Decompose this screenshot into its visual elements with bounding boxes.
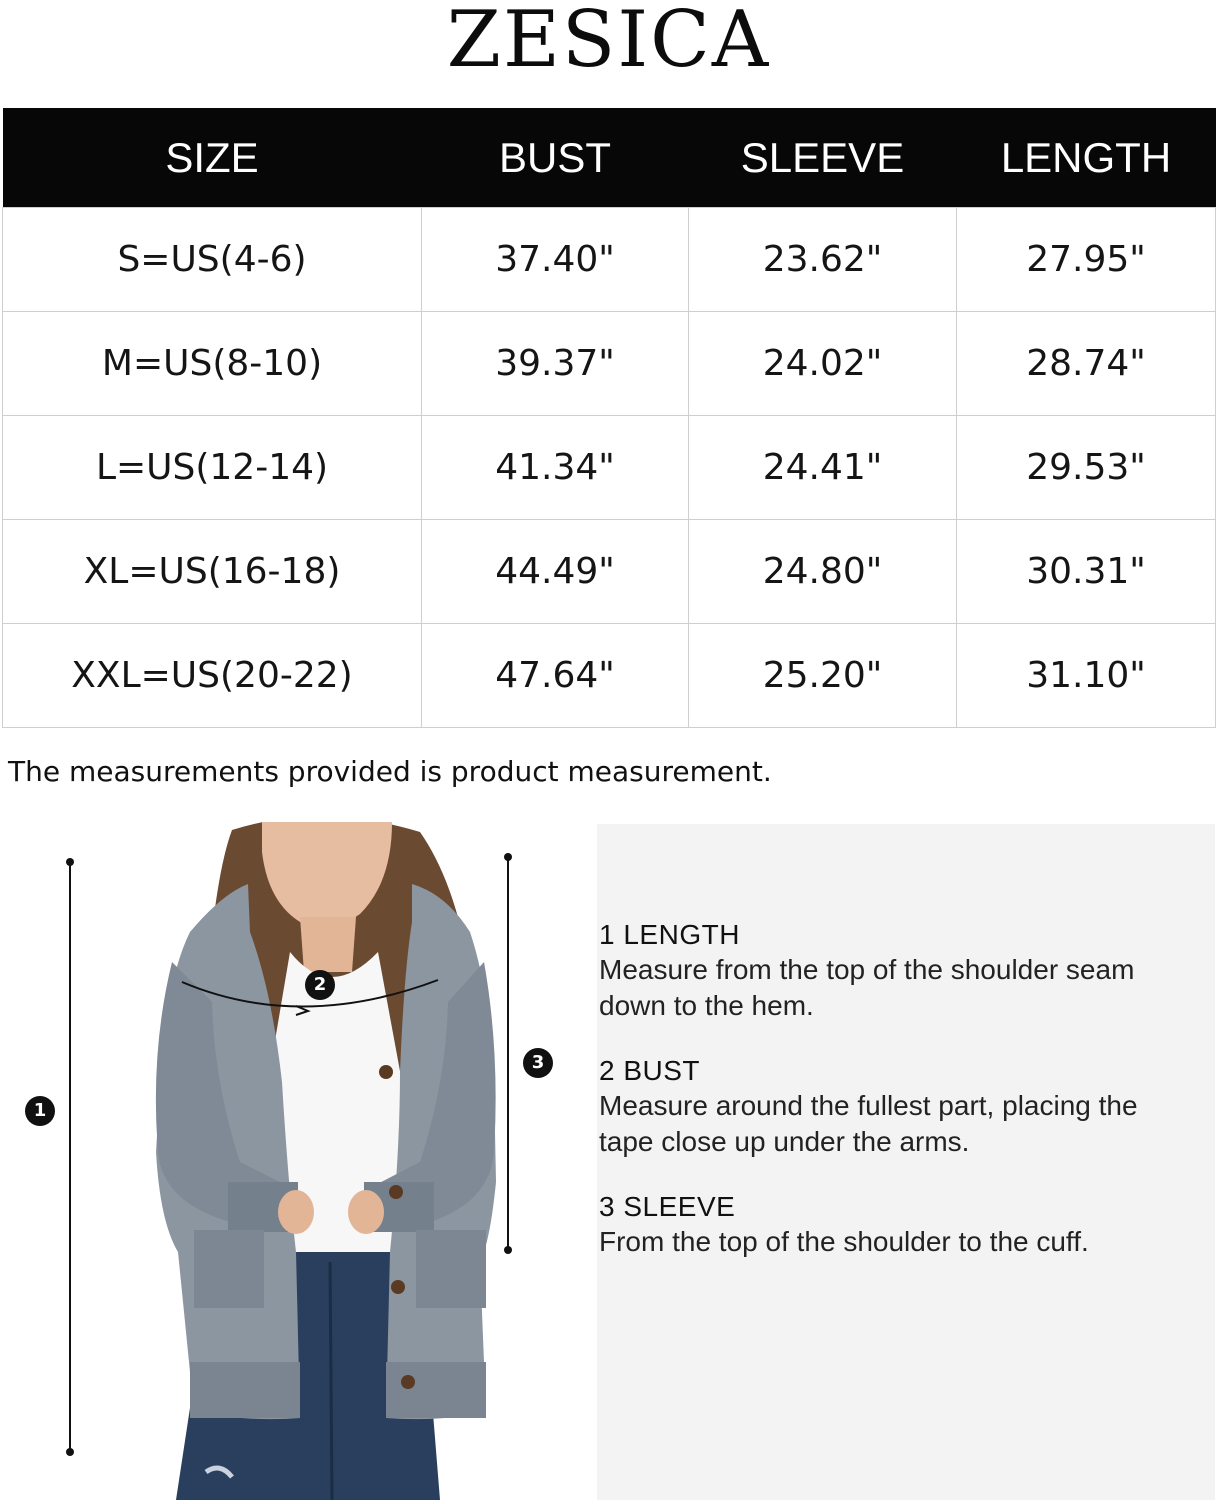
size-cell: XL=US(16-18) — [3, 520, 422, 624]
table-row — [3, 520, 1216, 624]
bust-marker — [305, 970, 335, 1000]
table-header-row — [3, 108, 1216, 208]
table-row — [3, 208, 1216, 312]
table-row — [3, 624, 1216, 728]
length-cell: 30.31" — [957, 520, 1216, 624]
length-marker-number: 1 — [33, 1100, 47, 1121]
bust-instruction-text: Measure around the fullest part, placing the tape close up under the arms. — [599, 1090, 1138, 1157]
sleeve-marker-number: 3 — [531, 1052, 545, 1073]
sleeve-cell: 24.80" — [689, 520, 957, 624]
length-cell: 31.10" — [957, 624, 1216, 728]
length-cell: 28.74" — [957, 312, 1216, 416]
length-cell: 27.95" — [957, 208, 1216, 312]
table-row — [3, 312, 1216, 416]
sleeve-cell: 24.41" — [689, 416, 957, 520]
table-row — [3, 416, 1216, 520]
bust-cell: 39.37" — [422, 312, 689, 416]
length-marker — [25, 1096, 55, 1126]
length-cell: 29.53" — [957, 416, 1216, 520]
bust-instruction — [599, 1054, 1159, 1160]
bust-cell: 44.49" — [422, 520, 689, 624]
bust-instruction-title: 2 BUST — [599, 1055, 701, 1086]
column-header-bust: BUST — [422, 108, 689, 208]
sleeve-cell: 23.62" — [689, 208, 957, 312]
column-header-sleeve: SLEEVE — [689, 108, 957, 208]
measurement-instructions-panel — [597, 824, 1215, 1500]
column-header-length: LENGTH — [957, 108, 1216, 208]
sleeve-instruction-text: From the top of the shoulder to the cuff. — [599, 1226, 1089, 1257]
sleeve-instruction-title: 3 SLEEVE — [599, 1191, 736, 1222]
sleeve-instruction — [599, 1190, 1159, 1260]
bust-marker-number: 2 — [313, 974, 327, 995]
sleeve-cell: 25.20" — [689, 624, 957, 728]
size-cell: XXL=US(20-22) — [3, 624, 422, 728]
length-instruction-text: Measure from the top of the shoulder seam down to the hem. — [599, 954, 1135, 1021]
bust-cell: 47.64" — [422, 624, 689, 728]
measurement-note: The measurements provided is product measurement. — [8, 755, 772, 788]
bust-cell: 37.40" — [422, 208, 689, 312]
size-cell: M=US(8-10) — [3, 312, 422, 416]
length-instruction — [599, 918, 1159, 1024]
brand-logo: ZESICA — [446, 0, 771, 85]
size-cell: L=US(12-14) — [3, 416, 422, 520]
sleeve-marker — [523, 1048, 553, 1078]
bust-cell: 41.34" — [422, 416, 689, 520]
size-chart-table — [2, 108, 1216, 728]
column-header-size: SIZE — [3, 108, 422, 208]
size-cell: S=US(4-6) — [3, 208, 422, 312]
length-instruction-title: 1 LENGTH — [599, 919, 740, 950]
sleeve-cell: 24.02" — [689, 312, 957, 416]
model-photo — [0, 822, 597, 1500]
